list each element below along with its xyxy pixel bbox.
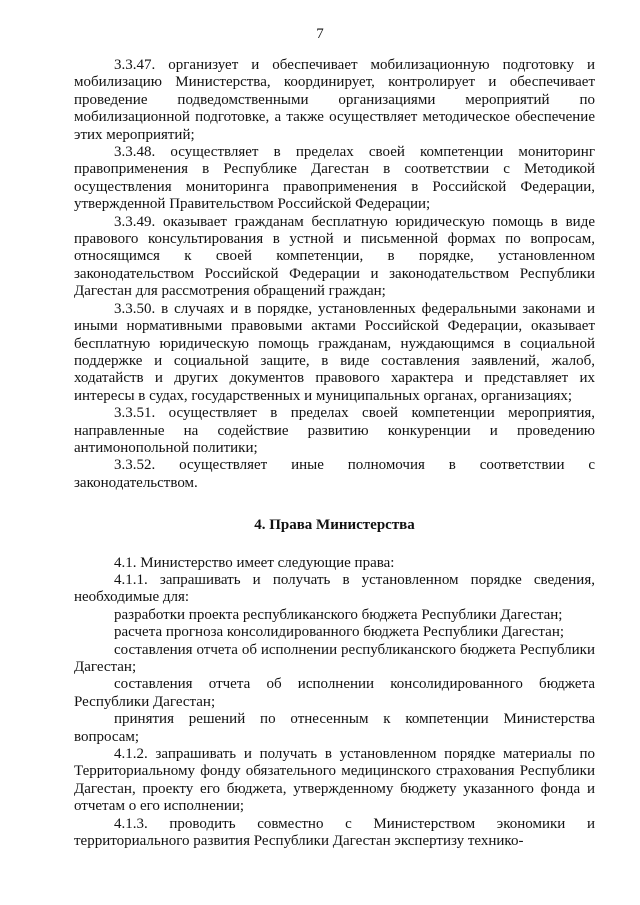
list-item: принятия решений по отнесенным к компетенции Министерства вопросам; bbox=[74, 711, 595, 745]
paragraph: 4.1.1. запрашивать и получать в установленном порядке сведения, необходимые для: bbox=[74, 571, 595, 606]
page-number: 7 bbox=[316, 26, 324, 42]
list-item: расчета прогноза консолидированного бюджета Республики Дагестан; bbox=[114, 624, 565, 641]
paragraph: 3.3.48. осуществляет в пределах своей компетенции мониторинг правоприменения в Республике Дагестан в соответствии с Методикой осуществления мониторинга правоприменения в Российской Федерации, утвержденной Правительством Российской Федерации; bbox=[74, 144, 595, 213]
paragraph: 4.1.2. запрашивать и получать в установленном порядке материалы по Территориальному фонду обязательного медицинского страхования Республики Дагестан, проекту его бюджета, утвержденному бюджету указанного фонда и отчетам о его исполнении; bbox=[74, 746, 595, 815]
paragraph: 4.1. Министерство имеет следующие права: bbox=[114, 554, 395, 571]
document-body bbox=[74, 57, 595, 850]
paragraph: 3.3.51. осуществляет в пределах своей компетенции мероприятия, направленные на содействие развитию конкуренции и проведению антимонопольной политики; bbox=[74, 405, 595, 456]
paragraph: 3.3.50. в случаях и в порядке, установленных федеральными законами и иными нормативными правовыми актами Российской Федерации, оказывает бесплатную юридическую помощь гражданам, нуждающимся в социальной поддержке и социальной защите, в виде составления заявлений, жалоб, ходатайств и других документов правового характера и представляет их интересы в судах, государственных и муниципальных органах, организациях; bbox=[74, 300, 595, 404]
list-item: составления отчета об исполнении консолидированного бюджета Республики Дагестан; bbox=[74, 676, 595, 710]
paragraph: 3.3.49. оказывает гражданам бесплатную юридическую помощь в виде правового консультирования в устной и письменной формах по вопросам, относящимся к своей компетенции, в порядке, установленном законодательством Российской Федерации и законодательством Республики Дагестан для рассмотрения обращений граждан; bbox=[74, 213, 595, 300]
list-item: составления отчета об исполнении республиканского бюджета Республики Дагестан; bbox=[74, 641, 595, 675]
paragraph: 4.1.3. проводить совместно с Министерством экономики и территориального развития Республики Дагестан экспертизу технико- bbox=[74, 815, 595, 850]
list-item: разработки проекта республиканского бюджета Республики Дагестан; bbox=[114, 606, 563, 623]
paragraph: 3.3.47. организует и обеспечивает мобилизационную подготовку и мобилизацию Министерства, координирует, контролирует и обеспечивает проведение подведомственными организациями мероприятий по мобилизационной подготовке, а также осуществляет методическое обеспечение этих мероприятий; bbox=[74, 57, 595, 143]
paragraph: 3.3.52. осуществляет иные полномочия в соответствии с законодательством. bbox=[74, 457, 595, 491]
section-heading: 4. Права Министерства bbox=[254, 517, 415, 534]
